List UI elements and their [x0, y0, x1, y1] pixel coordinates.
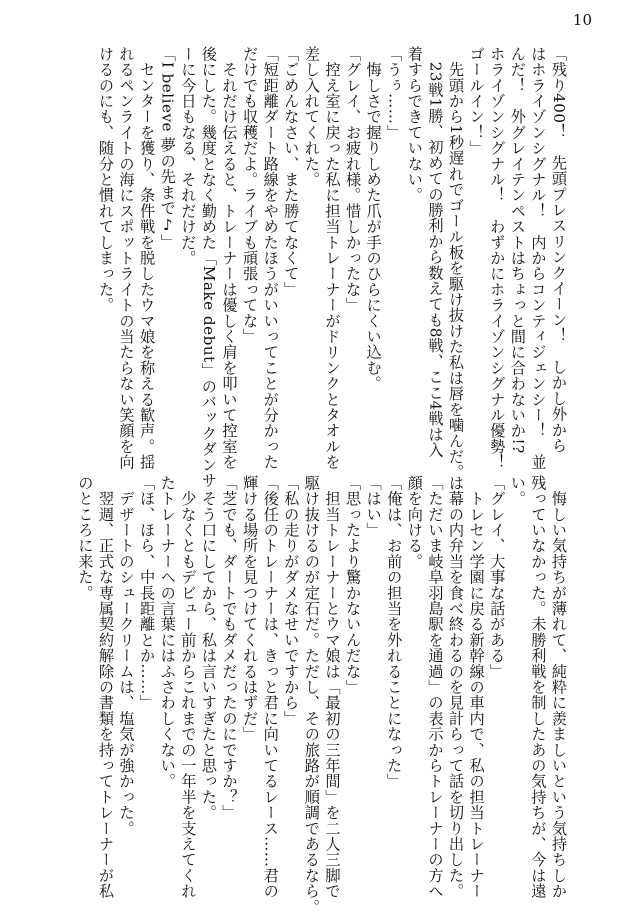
text-line: けるのにも、随分と慣れてしまった。 [96, 46, 115, 313]
text-line: 「うぅ……」 [385, 46, 404, 141]
text-line: センターを獲り、条件戦を脱したウマ娘を称える歓声。揺 [138, 46, 157, 470]
text-line: ホライゾンシグナル！ わずかにホライゾンシグナル優勢！ [488, 46, 507, 470]
story-text-top [59, 46, 569, 489]
text-line: 控え室に戻った私に担当トレーナーがドリンクとタオルを [323, 46, 342, 470]
text-line: 「私の走りがダメなせいですから」 [282, 475, 301, 727]
page-number: 10 [572, 11, 592, 29]
text-line: そう口にしてから、私は言いすぎたと思った。 [199, 475, 218, 821]
text-line: 輝ける場所を見つけてくれるはずだ」 [241, 475, 260, 742]
text-line: 後にした。幾度となく勤めた「Make debut」のバックダンサ [199, 46, 218, 489]
text-line: たトレーナーへの言葉にはふさわしくない。 [158, 475, 177, 789]
text-line: だけでも収穫だよ。ライブも頑張ってな」 [241, 46, 260, 345]
text-line: 「グレイ、お疲れ様。惜しかったな」 [344, 46, 363, 313]
text-line: はホライゾンシグナル！ 内からコンティジェンシー！ 並 [529, 46, 548, 470]
text-line: それだけ伝えると、トレーナーは優しく肩を叩いて控室を [220, 46, 239, 470]
text-line: 担当トレーナーとウマ娘は「最初の三年間」を二人三脚で [323, 475, 342, 899]
text-line: 「ただいま岐阜羽島駅を通過」の表示からトレーナーの方へ [426, 475, 445, 899]
text-line: 「ほ、ほら、中長距離とか……」 [138, 475, 157, 711]
text-line: 差し入れてくれた。 [302, 46, 321, 188]
text-line: 悔しい気持ちが薄れて、純粋に羨ましいという気持ちしか [550, 475, 568, 899]
text-line: のところに来た。 [76, 475, 95, 601]
text-line: 「俺は、お前の担当を外れることになった」 [385, 475, 404, 789]
text-line: 残っていなかった。未勝利戦を制したあの気持ちが、今は遠 [529, 475, 548, 899]
text-line: デザートのシュークリームは、塩気が強かった。 [117, 475, 136, 837]
text-line: 「I believe 夢の先まで♪」 [158, 46, 177, 251]
text-line: 翌週、正式な専属契約解除の書類を持ってトレーナーが私 [96, 475, 115, 899]
text-line: 少なくともデビュー前からこれまでの一年半を支えてくれ [179, 475, 198, 899]
text-line: れるペンライトの海にスポットライトの当たらない笑顔を向 [117, 46, 136, 470]
text-line: 「はい」 [364, 475, 383, 538]
text-line: い。 [508, 475, 527, 507]
text-line: 「思ったより驚かないんだな」 [344, 475, 363, 695]
text-line: ーに今日もなる、それだけだ。 [179, 46, 198, 266]
text-line: 「短距離ダート路線をやめたほうがいいってことが分かった [261, 46, 280, 470]
text-line: 23戦1勝、初めての勝利から数えても8戦、ここ4戦は入 [426, 46, 445, 458]
text-line: 先頭から1秒遅れでゴール板を駆け抜けた私は唇を噛んだ。 [447, 46, 466, 481]
text-line: 「後任のトレーナーは、きっと君に向いてるレース……君の [261, 475, 280, 899]
story-text-bottom [59, 475, 569, 915]
text-line: 「芝でも、ダートでもダメだったのにですか？」 [220, 475, 239, 821]
text-line: 悔しさで握りしめた爪が手のひらにくい込む。 [364, 46, 383, 392]
text-line: トレセン学園に戻る新幹線の車内で、私の担当トレーナー [467, 475, 486, 899]
text-line: 「グレイ、大事な話がある」 [488, 475, 507, 680]
text-line: ゴールイン！」 [467, 46, 486, 156]
text-line: 着すらできていない。 [405, 46, 424, 203]
text-line: 駆け抜けるのが定石だ。ただし、その旅路が順調であるなら。 [302, 475, 321, 915]
text-line: 「残り400！ 先頭プレスリンクイーン！ しかし外から [550, 46, 568, 454]
text-line: は幕の内弁当を食べ終わるのを見計らって話を切り出した。 [447, 475, 466, 899]
text-line: 顔を向ける。 [405, 475, 424, 570]
text-line: 「ごめんなさい、また勝てなくて」 [282, 46, 301, 298]
text-line: んだ！ 外グレイテンペストはちょっと間に合わないか!? [508, 46, 527, 454]
